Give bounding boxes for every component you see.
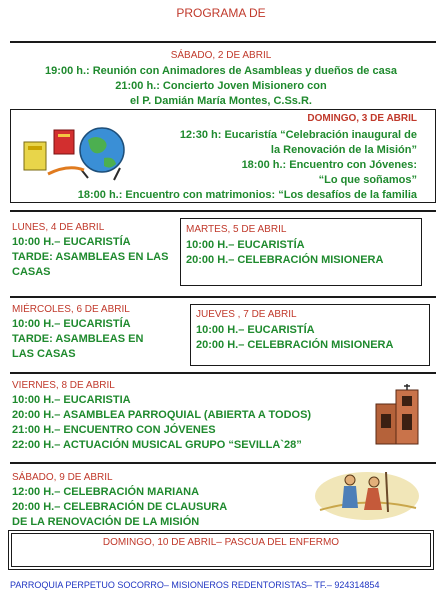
event-line: 10:00 H.– EUCARISTÍA [12,236,131,248]
section-heading-jueves-7: JUEVES , 7 DE ABRIL [196,309,297,320]
event-line: 21:00 H.– ENCUENTRO CON JÓVENES [12,424,216,436]
divider [10,372,436,374]
section-heading-domingo-3: DOMINGO, 3 DE ABRIL [307,113,417,124]
event-line: 10:00 H.– EUCARISTIA [12,394,131,406]
pilgrim-figures-clipart-icon [312,466,422,522]
divider [10,296,436,298]
event-line: LAS CASAS [12,348,76,360]
section-heading-sabado-9: SÁBADO, 9 DE ABRIL [12,472,113,483]
event-line: 21:00 h.: Concierto Joven Misionero con [115,80,327,92]
event-line: 18:00 h.: Encuentro con matrimonios: “Los desafíos de la familia [77,189,417,201]
section-heading-domingo-10: DOMINGO, 10 DE ABRIL– PASCUA DEL ENFERMO [102,537,340,548]
event-line: 22:00 H.– ACTUACIÓN MUSICAL GRUPO “SEVILLA`28” [12,439,302,451]
divider [10,210,436,212]
event-line: el P. Damián María Montes, C.Ss.R. [130,95,312,107]
event-line: la Renovación de la Misión” [270,144,417,156]
event-line: 10:00 H.– EUCARISTÍA [186,239,305,251]
section-heading-miercoles-6: MIÉRCOLES, 6 DE ABRIL [12,304,130,315]
event-line: “Lo que soñamos” [318,174,417,186]
section-heading-viernes-8: VIERNES, 8 DE ABRIL [12,380,115,391]
globe-books-clipart-icon [18,118,130,186]
event-line: DE LA RENOVACIÓN DE LA MISIÓN [12,516,200,528]
section-heading-martes-5: MARTES, 5 DE ABRIL [186,224,287,235]
event-line: TARDE: ASAMBLEAS EN [12,333,144,345]
event-line: 18:00 h.: Encuentro con Jóvenes: [241,159,417,171]
divider [10,462,436,464]
event-line: 20:00 H.– CELEBRACIÓN MISIONERA [186,254,384,266]
event-line: 20:00 H.– CELEBRACIÓN DE CLAUSURA [12,501,228,513]
page-title: PROGRAMA DE [176,6,266,20]
event-line: 20:00 H.– CELEBRACIÓN MISIONERA [196,339,394,351]
event-line: 19:00 h.: Reunión con Animadores de Asambleas y dueños de casa [45,65,397,77]
event-line: 10:00 H.– EUCARISTÍA [196,324,315,336]
event-line: 12:30 h: Eucaristía “Celebración inaugural de [179,129,417,141]
divider [10,41,436,43]
church-tower-clipart-icon [372,382,424,446]
event-line: TARDE: ASAMBLEAS EN LAS [12,251,169,263]
section-heading-sabado-2: SÁBADO, 2 DE ABRIL [170,50,272,61]
event-line: 12:00 H.– CELEBRACIÓN MARIANA [12,486,200,498]
event-line: 10:00 H.– EUCARISTÍA [12,318,131,330]
event-line: 20:00 H.– ASAMBLEA PARROQUIAL (ABIERTA A TODOS) [12,409,312,421]
event-line: CASAS [12,266,51,278]
section-heading-lunes-4: LUNES, 4 DE ABRIL [12,222,105,233]
footer-contact: PARROQUIA PERPETUO SOCORRO– MISIONEROS REDENTORISTAS– TF.– 924314854 [10,580,380,590]
